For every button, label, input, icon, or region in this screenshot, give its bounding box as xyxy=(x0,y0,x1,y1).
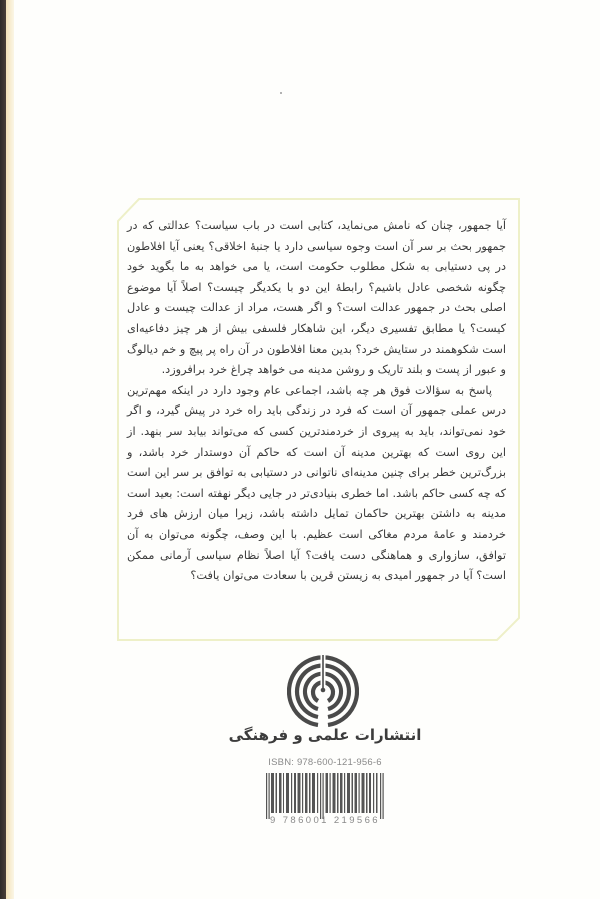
publisher-logo-icon xyxy=(287,655,359,727)
publisher-name: انتشارات علمی و فرهنگی xyxy=(228,726,422,744)
blurb-paragraph-2: پاسخ به سؤالات فوق هر چه باشد، اجماعی عام وجود دارد در اینکه مهم‌ترین درس عملی جمهور آن است که فرد در زندگی باید راه خرد در پیش گیرد، و اگر خود نمی‌تواند، باید به پیروی از خردمندترین کسی که می‌تواند بیابد سر بنهد. از این روی است که بهترین مدینه آن است که حاکم آن دوستدار خرد باشد، و بزرگ‌ترین خطر برای چنین مدینه‌ای ناتوانی در دستیابی به توافق بر سر این است که چه کسی حاکم باشد. اما خطری بنیادی‌تر در جایی دیگر نهفته است: بعید است مدینه به داشتن بهترین حاکمان تمایل داشته باشد، زیرا میان ارزش های فرد خردمند و عامهٔ مردم مغاکی است عظیم. با این وصف، چگونه می‌توان به آن توافق، سازواری و هماهنگی دست یافت؟ آیا اصلاً نظام سیاسی آرمانی ممکن است؟ آیا در جمهور امیدی به زیستن قرین با سعادت می‌توان یافت؟ xyxy=(127,383,506,583)
book-spine-highlight xyxy=(6,0,14,899)
blurb-frame xyxy=(117,198,520,641)
blurb-paragraph-1: آیا جمهور، چنان که نامش می‌نماید، کتابی است در باب سیاست؟ عدالتی که در جمهور بحث بر سر آن است وجوه سیاسی دارد یا جنبهٔ اخلاقی؟ یعنی آیا افلاطون در پی دستیابی به شکل مطلوب حکومت است، یا می خواهد به ما بگوید خود چگونه شخصی عادل باشیم؟ رابطهٔ این دو با یکدیگر چیست؟ اصلاً آیا موضوع اصلی بحث در جمهور عدالت است؟ و اگر هست، مراد از عدالت چیست و عادل کیست؟ یا مطابق تفسیری دیگر، این شاهکار فلسفی بیش از هر چیز دفاعیه‌ای است شکوهمند در ستایش خرد؟ بدین معنا افلاطون در آن راه پر پیچ و خم دیالوگ و عبور از پست و بلند تاریک و روشن مدینه می خواهد چراغ خرد برافروزد. xyxy=(127,219,506,377)
barcode-digits: 9 786001 219566 xyxy=(270,815,380,826)
blurb-text xyxy=(127,216,506,587)
print-speck xyxy=(280,92,282,94)
isbn-label: ISBN: 978-600-121-956-6 xyxy=(268,757,382,768)
barcode-icon xyxy=(266,773,384,819)
